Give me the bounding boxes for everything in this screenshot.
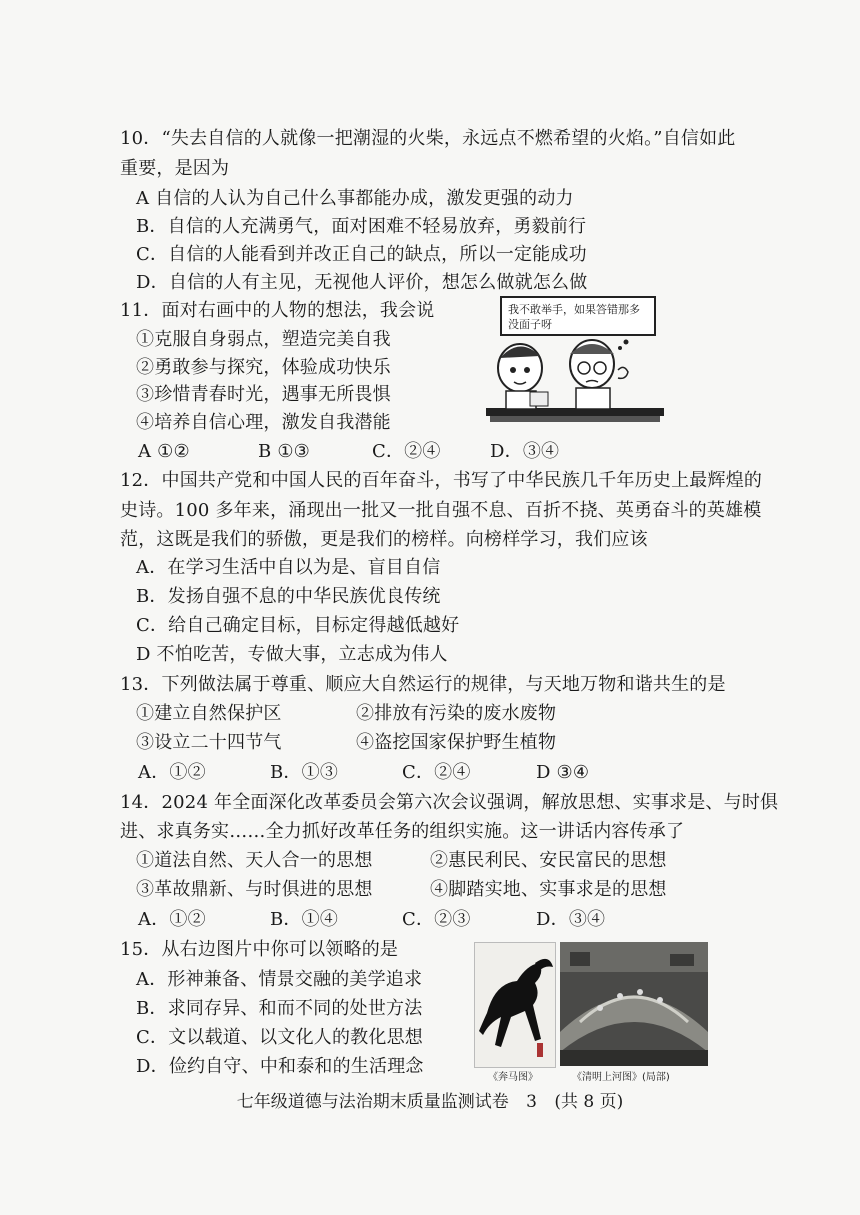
q13-statement-4: ④盗挖国家保护野生植物 [356, 732, 557, 753]
q14-stem-cont: 进、求真务实……全力抓好改革任务的组织实施。这一讲话内容传承了 [120, 821, 685, 842]
q14-statement-2: ②惠民利民、安民富民的思想 [430, 850, 667, 871]
bridge-scene-icon [560, 942, 708, 1066]
q14-statement-1: ①道法自然、天人合一的思想 [136, 850, 373, 871]
q12-stem-cont-2: 范，这既是我们的骄傲，更是我们的榜样。向榜样学习，我们应该 [120, 529, 648, 550]
q12-option-d: D 不怕吃苦，专做大事，立志成为伟人 [136, 644, 448, 665]
q10-stem: 10．“失去自信的人就像一把潮湿的火柴，永远点不燃希望的火焰。”自信如此 [120, 128, 736, 149]
caption-horse: 《奔马图》 [488, 1072, 538, 1083]
cartoon-figures-icon [480, 296, 680, 436]
q13-option-d: D ③④ [536, 762, 590, 783]
q10-option-c: C．自信的人能看到并改正自己的缺点，所以一定能成功 [136, 244, 587, 265]
q15-option-c: C．文以载道、以文化人的教化思想 [136, 1027, 423, 1048]
q11-statement-2: ②勇敢参与探究，体验成功快乐 [136, 357, 391, 378]
q15-option-a: A．形神兼备、情景交融的美学追求 [136, 969, 423, 990]
q12-option-a: A．在学习生活中自以为是、盲目自信 [136, 557, 441, 578]
q14-stem: 14．2024 年全面深化改革委员会第六次会议强调，解放思想、实事求是、与时俱 [120, 792, 779, 813]
q11-statement-3: ③珍惜青春时光，遇事无所畏惧 [136, 384, 391, 405]
caption-qingming: 《清明上河图》(局部) [572, 1072, 670, 1083]
q15-option-d: D．俭约自守、中和泰和的生活理念 [136, 1056, 424, 1077]
q13-option-b: B．①③ [270, 762, 339, 783]
q11-stem: 11．面对右画中的人物的想法，我会说 [120, 300, 435, 321]
q13-statement-1: ①建立自然保护区 [136, 703, 282, 724]
q15-stem: 15．从右边图片中你可以领略的是 [120, 939, 399, 960]
q12-stem-cont: 史诗。100 多年来，涌现出一批又一批自强不息、百折不挠、英勇奋斗的英雄模 [120, 500, 762, 521]
q10-option-a: A 自信的人认为自己什么事都能办成，激发更强的动力 [136, 188, 574, 209]
q13-statement-3: ③设立二十四节气 [136, 732, 282, 753]
q11-statement-4: ④培养自信心理，激发自我潜能 [136, 412, 391, 433]
q13-stem: 13．下列做法属于尊重、顺应大自然运行的规律，与天地万物和谐共生的是 [120, 674, 726, 695]
q14-statement-3: ③革故鼎新、与时俱进的思想 [136, 879, 373, 900]
q12-stem: 12．中国共产党和中国人民的百年奋斗，书写了中华民族几千年历史上最辉煌的 [120, 470, 763, 491]
q12-option-c: C．给自己确定目标，目标定得越低越好 [136, 615, 460, 636]
q13-option-c: C．②④ [402, 762, 471, 783]
footer-total-pages: (共 8 页) [554, 1092, 624, 1112]
q15-option-b: B．求同存异、和而不同的处世方法 [136, 998, 423, 1019]
footer-title: 七年级道德与法治期末质量监测试卷 [236, 1092, 509, 1112]
page-footer [0, 1087, 860, 1112]
q13-option-a: A．①② [138, 762, 206, 783]
q14-option-b: B．①④ [270, 909, 339, 930]
q12-option-b: B．发扬自强不息的中华民族优良传统 [136, 586, 441, 607]
q10-option-d: D．自信的人有主见，无视他人评价，想怎么做就怎么做 [136, 272, 588, 293]
qingming-painting [560, 942, 708, 1066]
q14-statement-4: ④脚踏实地、实事求是的思想 [430, 879, 667, 900]
q14-option-c: C．②③ [402, 909, 471, 930]
q11-statement-1: ①克服自身弱点，塑造完美自我 [136, 329, 391, 350]
q11-option-d: D．③④ [490, 441, 560, 462]
q11-option-a: A ①② [138, 441, 190, 462]
horse-icon [475, 943, 555, 1067]
q10-option-b: B．自信的人充满勇气，面对困难不轻易放弃，勇毅前行 [136, 216, 587, 237]
q10-stem-cont: 重要，是因为 [120, 158, 230, 179]
q14-option-a: A．①② [138, 909, 206, 930]
q11-option-b: B ①③ [258, 441, 311, 462]
q11-cartoon [480, 296, 680, 436]
q11-option-c: C．②④ [372, 441, 441, 462]
speech-bubble: 我不敢举手，如果答错那多没面子呀 [500, 296, 656, 336]
q13-statement-2: ②排放有污染的废水废物 [356, 703, 557, 724]
galloping-horse-painting [474, 942, 556, 1068]
q14-option-d: D．③④ [536, 909, 606, 930]
footer-page-number: 3 [526, 1092, 537, 1112]
